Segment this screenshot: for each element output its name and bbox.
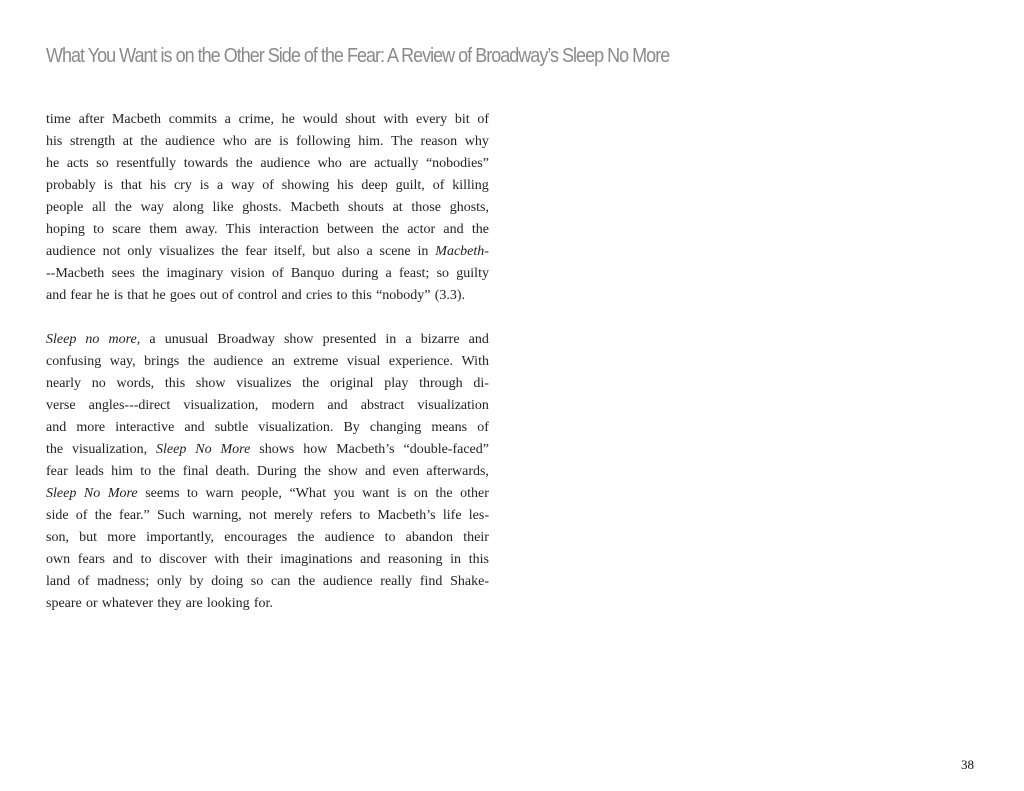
text-line bbox=[46, 241, 489, 263]
word: are bbox=[254, 134, 272, 149]
word: of bbox=[221, 288, 234, 303]
word: Banquo bbox=[290, 266, 335, 281]
word: of bbox=[477, 112, 489, 127]
word: This bbox=[225, 222, 251, 237]
word: his bbox=[149, 178, 167, 193]
word: reason bbox=[420, 134, 458, 149]
word: can bbox=[270, 574, 291, 589]
word: with bbox=[214, 552, 240, 567]
word: to bbox=[384, 530, 396, 545]
word: following bbox=[296, 134, 351, 149]
word: verse bbox=[46, 398, 76, 413]
text-line bbox=[46, 329, 489, 351]
word: in bbox=[385, 332, 397, 347]
word: encourages bbox=[224, 530, 288, 545]
text-line bbox=[46, 439, 489, 461]
word: shows bbox=[259, 442, 295, 457]
word: the bbox=[140, 134, 158, 149]
word: shouts bbox=[348, 200, 384, 215]
word: time bbox=[46, 112, 71, 127]
word: in bbox=[450, 552, 462, 567]
text-line bbox=[46, 263, 489, 285]
word: to bbox=[93, 222, 104, 237]
word: “What bbox=[289, 486, 326, 501]
text-line bbox=[46, 593, 489, 615]
word: for. bbox=[253, 596, 273, 611]
text-line bbox=[46, 461, 489, 483]
word: a bbox=[385, 266, 392, 281]
word: at bbox=[392, 200, 403, 215]
word: --Macbeth bbox=[46, 266, 105, 281]
word: visualizes bbox=[236, 376, 292, 391]
word: During bbox=[256, 464, 297, 479]
word: their bbox=[246, 552, 273, 567]
italic-word: Sleep bbox=[46, 486, 77, 501]
word: the bbox=[381, 222, 399, 237]
word: of bbox=[432, 178, 445, 193]
word: modern bbox=[271, 398, 315, 413]
text-line bbox=[46, 197, 489, 219]
word: all bbox=[92, 200, 107, 215]
word: to bbox=[140, 464, 152, 479]
word: means bbox=[431, 420, 468, 435]
word: the bbox=[297, 530, 315, 545]
word: final bbox=[182, 464, 209, 479]
text-line bbox=[46, 417, 489, 439]
italic-word: Sleep bbox=[46, 332, 77, 347]
paragraph bbox=[46, 109, 489, 307]
word: this bbox=[351, 288, 372, 303]
word: imaginary bbox=[166, 266, 224, 281]
paragraph-gap bbox=[46, 307, 489, 329]
italic-word: More bbox=[220, 442, 251, 457]
word: showing bbox=[281, 178, 330, 193]
word: bit bbox=[454, 112, 470, 127]
word: him bbox=[111, 464, 133, 479]
word: angles---direct bbox=[88, 398, 171, 413]
word: looking bbox=[206, 596, 250, 611]
word: the bbox=[235, 156, 253, 171]
word: the bbox=[46, 442, 64, 457]
word: only bbox=[127, 244, 153, 259]
word: afterwards, bbox=[426, 464, 489, 479]
word: strength bbox=[69, 134, 116, 149]
word: nearly bbox=[46, 376, 81, 391]
word: audience bbox=[213, 354, 264, 369]
word: audience bbox=[165, 134, 215, 149]
word: With bbox=[461, 354, 489, 369]
word: the bbox=[142, 266, 160, 281]
word: visualization bbox=[417, 398, 489, 413]
word: to bbox=[140, 552, 152, 567]
word: the bbox=[471, 222, 489, 237]
word: that bbox=[120, 178, 142, 193]
word: doing bbox=[211, 574, 244, 589]
word: madness; bbox=[97, 574, 150, 589]
word: why bbox=[464, 134, 489, 149]
word: people bbox=[46, 200, 84, 215]
word: he bbox=[281, 112, 295, 127]
word: crime, bbox=[238, 112, 274, 127]
word: but bbox=[312, 244, 331, 259]
word: of bbox=[77, 574, 90, 589]
word: By bbox=[343, 420, 360, 435]
word: with bbox=[383, 112, 409, 127]
word: of bbox=[262, 178, 274, 193]
word: commits bbox=[168, 112, 217, 127]
word: he bbox=[46, 156, 60, 171]
word: the bbox=[435, 486, 453, 501]
word: this bbox=[468, 552, 489, 567]
word: them bbox=[149, 222, 178, 237]
word: visualization, bbox=[72, 442, 148, 457]
word: is bbox=[113, 288, 124, 303]
word: confusing bbox=[46, 354, 102, 369]
word: Macbeth’s bbox=[377, 508, 436, 523]
word: at bbox=[122, 134, 133, 149]
word: fear.” bbox=[119, 508, 150, 523]
word: The bbox=[391, 134, 413, 149]
word: more bbox=[76, 420, 106, 435]
word: goes bbox=[169, 288, 196, 303]
word: interactive bbox=[115, 420, 175, 435]
word: audience bbox=[46, 244, 96, 259]
body-text bbox=[46, 109, 489, 615]
text-line bbox=[46, 527, 489, 549]
word: subtle bbox=[214, 420, 249, 435]
page-number: 38 bbox=[961, 757, 974, 772]
word: a bbox=[224, 112, 231, 127]
word: is bbox=[199, 178, 210, 193]
word: scene bbox=[379, 244, 411, 259]
word: this bbox=[164, 376, 186, 391]
word: of bbox=[272, 266, 284, 281]
text-line bbox=[46, 373, 489, 395]
word: fear bbox=[46, 464, 68, 479]
word: land bbox=[46, 574, 71, 589]
word: audience bbox=[324, 530, 375, 545]
word: and bbox=[46, 288, 67, 303]
italic-word: Sleep bbox=[156, 442, 187, 457]
word: the bbox=[114, 200, 132, 215]
word: imaginations bbox=[280, 552, 353, 567]
word: not bbox=[102, 244, 121, 259]
word: people, bbox=[241, 486, 282, 501]
word: killing bbox=[452, 178, 489, 193]
word: refers bbox=[320, 508, 352, 523]
word: visualizes bbox=[159, 244, 215, 259]
word: show bbox=[328, 464, 358, 479]
word: probably bbox=[46, 178, 96, 193]
word: merely bbox=[273, 508, 313, 523]
word: would bbox=[302, 112, 338, 127]
text-line bbox=[46, 153, 489, 175]
word: side bbox=[46, 508, 69, 523]
word: reasoning bbox=[388, 552, 443, 567]
italic-word: No bbox=[195, 442, 212, 457]
word: warn bbox=[205, 486, 234, 501]
word: like bbox=[212, 200, 234, 215]
word: other bbox=[460, 486, 489, 501]
word: the bbox=[158, 464, 176, 479]
word: acts bbox=[66, 156, 89, 171]
word: they bbox=[157, 596, 182, 611]
word: and bbox=[443, 222, 464, 237]
word: changing bbox=[369, 420, 422, 435]
word: a bbox=[366, 244, 373, 259]
word: show bbox=[283, 332, 314, 347]
word: di- bbox=[473, 376, 489, 391]
word: is bbox=[396, 486, 407, 501]
word: Macbeth’s bbox=[336, 442, 395, 457]
italic-word: More bbox=[107, 486, 138, 501]
word: and bbox=[468, 332, 489, 347]
italic-word: No bbox=[83, 486, 101, 501]
text-line bbox=[46, 549, 489, 571]
word: whatever bbox=[101, 596, 154, 611]
word: actor bbox=[407, 222, 436, 237]
word: the bbox=[221, 244, 239, 259]
word: is bbox=[103, 178, 113, 193]
word: way bbox=[140, 200, 164, 215]
word: of bbox=[75, 508, 88, 523]
word: and bbox=[327, 398, 348, 413]
word: experience. bbox=[388, 354, 454, 369]
word: death. bbox=[215, 464, 250, 479]
text-line bbox=[46, 351, 489, 373]
word: Broadway bbox=[217, 332, 275, 347]
word: own bbox=[46, 552, 71, 567]
word: abandon bbox=[405, 530, 454, 545]
word: control bbox=[237, 288, 278, 303]
word: and bbox=[46, 420, 67, 435]
word: Macbeth bbox=[290, 200, 340, 215]
word: cries bbox=[305, 288, 333, 303]
word: warning, bbox=[192, 508, 242, 523]
word: after bbox=[78, 112, 105, 127]
word: and bbox=[281, 288, 302, 303]
word: audience bbox=[260, 156, 311, 171]
word: deep bbox=[361, 178, 388, 193]
word: are bbox=[185, 596, 203, 611]
word: so bbox=[436, 266, 450, 281]
word: him. bbox=[358, 134, 384, 149]
text-line bbox=[46, 505, 489, 527]
text-line bbox=[46, 131, 489, 153]
word: the bbox=[94, 508, 112, 523]
word: along bbox=[172, 200, 204, 215]
text-line bbox=[46, 109, 489, 131]
word: to bbox=[359, 508, 371, 523]
word: feast; bbox=[399, 266, 430, 281]
word: through bbox=[419, 376, 463, 391]
word: to bbox=[336, 288, 348, 303]
word: his bbox=[337, 178, 354, 193]
word: only bbox=[156, 574, 182, 589]
text-line bbox=[46, 483, 489, 505]
word: and bbox=[112, 552, 133, 567]
word: you bbox=[333, 486, 355, 501]
word: out bbox=[199, 288, 218, 303]
word: brings bbox=[144, 354, 180, 369]
word: so bbox=[250, 574, 264, 589]
word: his bbox=[46, 134, 63, 149]
word: those bbox=[411, 200, 441, 215]
word: an bbox=[271, 354, 285, 369]
word: and bbox=[360, 552, 381, 567]
word: visualization, bbox=[183, 398, 259, 413]
word: life bbox=[442, 508, 462, 523]
word: are bbox=[349, 156, 367, 171]
word: even bbox=[392, 464, 420, 479]
word: or bbox=[85, 596, 98, 611]
text-line bbox=[46, 285, 489, 307]
word: really bbox=[380, 574, 413, 589]
word: find bbox=[419, 574, 443, 589]
word: show bbox=[195, 376, 226, 391]
word: play bbox=[384, 376, 409, 391]
word: (3.3). bbox=[434, 288, 466, 303]
word: “nobody” bbox=[376, 288, 431, 303]
word: words, bbox=[116, 376, 155, 391]
word: itself, bbox=[273, 244, 306, 259]
running-head: What You Want is on the Other Side of the Fear: A Review of Broadway’s Sleep No More bbox=[46, 45, 670, 67]
word: fear bbox=[70, 288, 93, 303]
word: every bbox=[416, 112, 448, 127]
word: hoping bbox=[46, 222, 85, 237]
paragraph bbox=[46, 329, 489, 615]
text-line bbox=[46, 571, 489, 593]
word: extreme bbox=[293, 354, 339, 369]
word: guilty bbox=[456, 266, 489, 281]
word: discover bbox=[159, 552, 207, 567]
word: resentfully bbox=[116, 156, 177, 171]
text-line bbox=[46, 219, 489, 241]
word: away. bbox=[185, 222, 218, 237]
word: unusual bbox=[164, 332, 209, 347]
word: the bbox=[303, 464, 321, 479]
word: during bbox=[341, 266, 379, 281]
word: speare bbox=[46, 596, 82, 611]
word: seems bbox=[145, 486, 180, 501]
word: original bbox=[329, 376, 374, 391]
word: Macbeth bbox=[111, 112, 161, 127]
word: so bbox=[96, 156, 109, 171]
word: shout bbox=[345, 112, 376, 127]
word: he bbox=[152, 288, 166, 303]
word: way, bbox=[109, 354, 136, 369]
word: the bbox=[187, 354, 205, 369]
word: Shake- bbox=[450, 574, 489, 589]
word: scare bbox=[112, 222, 141, 237]
word: want bbox=[362, 486, 390, 501]
word: visualization. bbox=[258, 420, 334, 435]
word: vision bbox=[230, 266, 265, 281]
text-line bbox=[46, 395, 489, 417]
word: sees bbox=[111, 266, 135, 281]
word: bizarre bbox=[420, 332, 460, 347]
word: actually bbox=[374, 156, 419, 171]
word: leads bbox=[75, 464, 104, 479]
word: a bbox=[149, 332, 156, 347]
word: and bbox=[365, 464, 386, 479]
word: visual bbox=[346, 354, 381, 369]
word: their bbox=[463, 530, 489, 545]
word: the bbox=[298, 574, 316, 589]
word: presented bbox=[322, 332, 377, 347]
word: Such bbox=[156, 508, 185, 523]
word: also bbox=[337, 244, 360, 259]
word: “double-faced” bbox=[403, 442, 489, 457]
word: way bbox=[231, 178, 255, 193]
word: how bbox=[303, 442, 328, 457]
word: towards bbox=[183, 156, 229, 171]
word: ghosts, bbox=[449, 200, 489, 215]
word: a bbox=[216, 178, 224, 193]
word: fear bbox=[245, 244, 267, 259]
word: who bbox=[317, 156, 342, 171]
word: of bbox=[477, 420, 489, 435]
italic-word: no bbox=[85, 332, 100, 347]
word: between bbox=[326, 222, 374, 237]
word: guilt, bbox=[395, 178, 425, 193]
word: a bbox=[405, 332, 412, 347]
word: more bbox=[107, 530, 136, 545]
word: he bbox=[96, 288, 110, 303]
word: not bbox=[248, 508, 267, 523]
word: no bbox=[91, 376, 106, 391]
text-line bbox=[46, 175, 489, 197]
word: son, bbox=[46, 530, 69, 545]
word: the bbox=[302, 376, 320, 391]
word: is bbox=[279, 134, 289, 149]
word: cry bbox=[173, 178, 192, 193]
word: in bbox=[417, 244, 429, 259]
word: “nobodies” bbox=[425, 156, 489, 171]
word: interaction bbox=[258, 222, 319, 237]
word: that bbox=[127, 288, 149, 303]
italic-word: more, bbox=[108, 332, 141, 347]
word: by bbox=[189, 574, 204, 589]
word: and bbox=[184, 420, 205, 435]
word: on bbox=[413, 486, 428, 501]
word: ghosts. bbox=[242, 200, 282, 215]
word: importantly, bbox=[146, 530, 215, 545]
word: audience bbox=[322, 574, 373, 589]
word: but bbox=[79, 530, 98, 545]
word: abstract bbox=[360, 398, 405, 413]
word: fears bbox=[77, 552, 105, 567]
word: to bbox=[187, 486, 198, 501]
word: who bbox=[222, 134, 247, 149]
word: les- bbox=[468, 508, 489, 523]
italic-word: Macbeth- bbox=[435, 244, 489, 259]
